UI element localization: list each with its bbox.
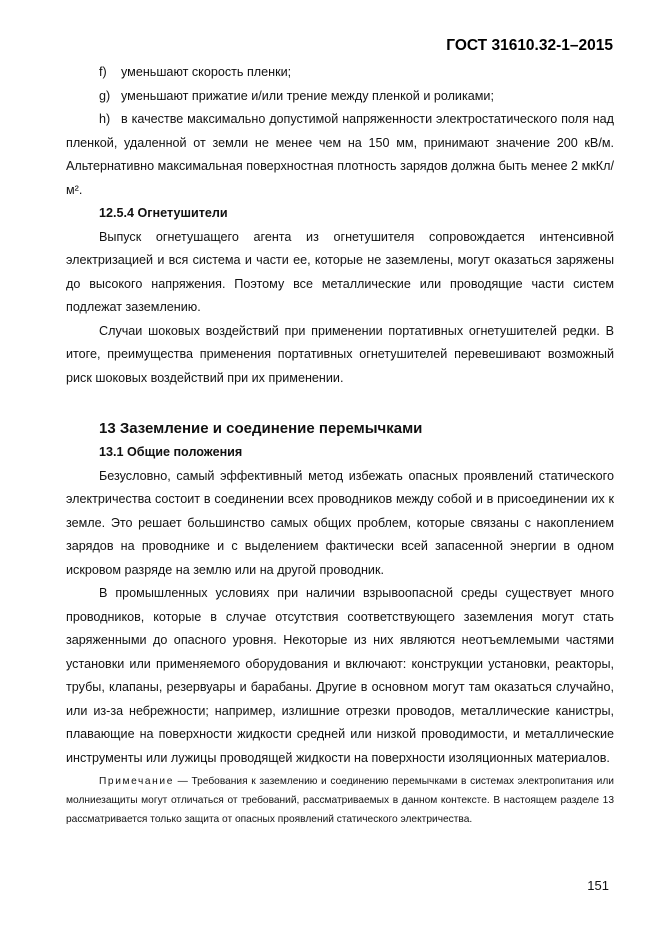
note-text: Требования к заземлению и соединению перемычками в системах электропитания или молниезащиты могут отличаться от требований, рассматриваемых в данном контексте. В настоящем разделе 13 рассматривается только защита от опасных проявлений статического электричества. bbox=[66, 776, 614, 826]
subsection-heading-13-1: 13.1 Общие положения bbox=[99, 445, 243, 459]
list-marker: h) bbox=[99, 112, 111, 126]
list-item-f bbox=[66, 61, 614, 85]
list-marker: g) bbox=[99, 88, 111, 103]
page-number: 151 bbox=[587, 878, 609, 893]
paragraph: Выпуск огнетушащего агента из огнетушителя сопровождается интенсивной электризацией и вся система и части ее, которые не заземлены, могут оказаться заряжены до высокого напряжения. Поэтому все металлические или проводящие части систем подлежат заземлению. bbox=[66, 229, 614, 314]
paragraph: Случаи шоковых воздействий при применении портативных огнетушителей редки. В итоге, преимущества применения портативных огнетушителей перевешивают возможный риск шоковых воздействий при их применении. bbox=[66, 323, 614, 385]
paragraph: Безусловно, самый эффективный метод избежать опасных проявлений статического электричества состоит в соединении всех проводников между собой и в присоединении их к земле. Это решает большинство самых общих проблем, которые связаны с накоплением зарядов на проводнике и с выделением фактически всей запасенной энергии в одном искровом разряде на землю или на другой проводник. bbox=[66, 468, 614, 577]
note-label: Примечание bbox=[99, 776, 174, 787]
subsection-heading-12-5-4: 12.5.4 Огнетушители bbox=[99, 206, 228, 220]
section-heading-13: 13 Заземление и соединение перемычками bbox=[99, 420, 423, 437]
note bbox=[66, 772, 614, 830]
list-item-h bbox=[66, 108, 614, 202]
list-item-text: уменьшают скорость пленки; bbox=[121, 65, 292, 79]
document-code-header: ГОСТ 31610.32-1–2015 bbox=[446, 37, 613, 54]
paragraph: В промышленных условиях при наличии взрывоопасной среды существует много проводников, которые в случае отсутствия соответствующего заземления могут стать заряженными до опасного уровня. Некоторые из них являются неотъемлемыми частями установки или применяемого оборудования и включают: конструкции установки, реакторы, трубы, клапаны, резервуары и барабаны. Другие в основном могут там оказаться случайно, или из-за небрежности; например, излишние отрезки проводов, металлические канистры, плавающие на поверхности жидкости средней или низкой проводимости, и металлические инструменты или лужицы проводящей жидкости на поверхности изоляционных материалов. bbox=[66, 586, 614, 765]
list-item-text: в качестве максимально допустимой напряженности электростатического поля над пленкой, удаленной от земли не менее чем на 150 мм, принимают значение 200 кВ/м. Альтернативно максимальная поверхностная плотность зарядов должна быть менее 2 мкКл/м². bbox=[66, 112, 614, 197]
list-marker: f) bbox=[99, 65, 107, 79]
list-item-text: уменьшают прижатие и/или трение между пленкой и роликами; bbox=[121, 88, 494, 103]
list-item-g bbox=[66, 85, 614, 109]
page-body bbox=[66, 61, 614, 830]
note-dash: — bbox=[177, 776, 188, 787]
